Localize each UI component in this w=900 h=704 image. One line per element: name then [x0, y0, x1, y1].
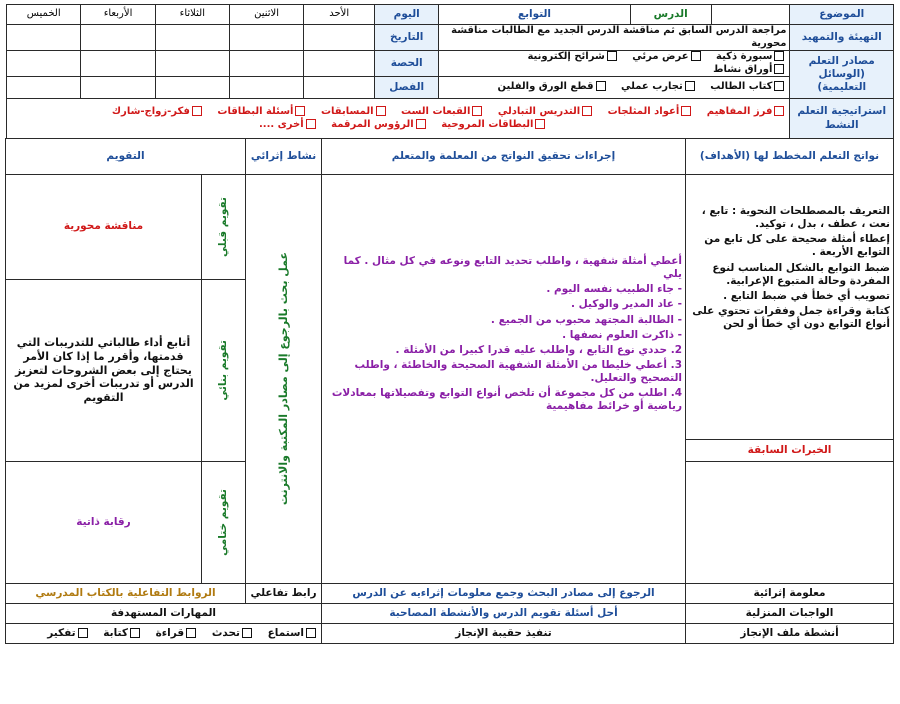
date-cell-2[interactable]: [229, 25, 303, 51]
pre-eval-label-cell: [202, 175, 246, 280]
procedure-3: - عاد المدير والوكيل .: [570, 298, 682, 311]
final-eval-label: تقويم ختامي: [216, 489, 229, 556]
strategy-think-pair-share: فكر-زواج-شارك: [111, 106, 190, 117]
resource-visual-display: عرض مرئي: [632, 51, 689, 62]
strategy-popsicle-sticks: أعواد المثلجات: [607, 106, 680, 117]
skill-speaking: تحدث: [211, 626, 240, 639]
prior-experience-cell[interactable]: [686, 462, 894, 584]
procedures-cell: [322, 175, 686, 584]
period-cell-2[interactable]: [229, 51, 303, 77]
pre-eval-text: مناقشة محورية: [6, 175, 202, 280]
checkbox-icon[interactable]: [681, 106, 691, 116]
checkbox-icon[interactable]: [535, 119, 545, 129]
formative-eval-label-cell: [202, 280, 246, 462]
strategy-six-hats: القبعات الست: [401, 106, 471, 117]
objective-5: كتابة وقراءة جمل وفقرات تحتوي على أنواع التوابع دون أي خطأ أو لحن: [692, 304, 890, 330]
checkbox-icon[interactable]: [685, 81, 695, 91]
skill-reading: قراءة: [155, 626, 185, 639]
portfolio-label: أنشطة ملف الإنجاز: [686, 624, 894, 644]
interactive-link-label: رابط تفاعلي: [246, 584, 322, 604]
objective-2: إعطاء أمثلة صحيحة على كل تابع من التوابع الأربعة .: [704, 233, 890, 259]
resource-experiments: تجارب عملي: [621, 81, 683, 93]
period-label: الحصة: [375, 51, 439, 77]
resources-row1: [439, 51, 790, 77]
lesson-plan-page: [6, 4, 894, 694]
homework-label: الواجبات المنزلية: [686, 604, 894, 624]
checkbox-icon[interactable]: [774, 106, 784, 116]
strategy-other: أخرى ....: [258, 118, 304, 130]
resource-student-book: كتاب الطالب: [710, 81, 773, 93]
subject-value[interactable]: [711, 5, 790, 25]
checkbox-icon[interactable]: [607, 51, 617, 61]
enrichment-header: نشاط إثرائي: [246, 139, 322, 175]
strategies-label: استراتيجية التعلم النشط: [790, 99, 894, 139]
resource-worksheets: أوراق نشاط: [713, 63, 773, 75]
portfolio-value: تنفيذ حقيبة الإنجاز: [322, 624, 686, 644]
enrichment-cell: [246, 175, 322, 584]
period-cell-3[interactable]: [155, 51, 229, 77]
final-eval-label-cell: [202, 462, 246, 584]
class-cell-3[interactable]: [155, 77, 229, 99]
checkbox-icon[interactable]: [376, 106, 386, 116]
resource-paper-foam: قطع الورق والفلين: [497, 81, 594, 93]
enrichment-text: عمل بحث بالرجوع إلى مصادر المكتبة والانترنت: [276, 252, 290, 506]
resource-smartboard: سبورة ذكية: [716, 51, 773, 62]
date-cell-1[interactable]: [304, 25, 375, 51]
strategy-concept-sorting: فرز المفاهيم: [706, 106, 773, 117]
day-wednesday[interactable]: الأربعاء: [81, 5, 155, 25]
period-cell-1[interactable]: [304, 51, 375, 77]
objective-3: ضبط التوابع بالشكل المناسب لنوع المفردة وحالة المتبوع الإعرابية.: [712, 261, 890, 287]
enrich-info-label: معلومة إثرائية: [686, 584, 894, 604]
main-table: [5, 138, 894, 584]
strategy-card-questions: أسئلة البطاقات: [217, 106, 294, 117]
evaluation-header: التقويم: [6, 139, 246, 175]
strategies-cell: [7, 99, 790, 139]
checkbox-icon[interactable]: [472, 106, 482, 116]
skills-label: المهارات المستهدفة: [6, 604, 322, 624]
class-label: الفصل: [375, 77, 439, 99]
class-cell-1[interactable]: [304, 77, 375, 99]
skill-writing: كتابة: [103, 626, 128, 639]
strategy-reciprocal-teaching: التدريس التبادلي: [497, 106, 581, 117]
intro-label: التهيئة والتمهيد: [790, 25, 894, 51]
class-cell-5[interactable]: [7, 77, 81, 99]
period-cell-4[interactable]: [81, 51, 155, 77]
objectives-header: نواتج التعلم المخطط لها (الأهداف): [686, 139, 894, 175]
procedure-8: 4. اطلب من كل مجموعة أن تلخص أنواع التوابع وتفصيلاتها بمعادلات رياضية أو خرائط مفاهيمية: [331, 387, 682, 413]
lesson-label: الدرس: [630, 5, 711, 25]
resources-row2: [439, 77, 790, 99]
class-cell-2[interactable]: [229, 77, 303, 99]
objective-1: التعريف بالمصطلحات النحوية : تابع ، نعت ، عطف ، بدل ، توكيد.: [701, 205, 890, 231]
checkbox-icon[interactable]: [306, 119, 316, 129]
skills-cell: [6, 624, 322, 644]
date-cell-3[interactable]: [155, 25, 229, 51]
checkbox-icon[interactable]: [582, 106, 592, 116]
checkbox-icon[interactable]: [691, 51, 701, 61]
checkbox-icon[interactable]: [130, 628, 140, 638]
date-cell-4[interactable]: [81, 25, 155, 51]
objective-4: تصويب أي خطأ في ضبط التابع .: [723, 289, 890, 302]
procedure-1: أعطي أمثلة شفهية ، واطلب تحديد التابع ونوعه في كل مثال . كما يلي: [343, 255, 682, 281]
final-eval-text: رقابة ذاتية: [6, 462, 202, 584]
date-label: التاريخ: [375, 25, 439, 51]
checkbox-icon[interactable]: [774, 64, 784, 74]
strategy-competitions: المسابقات: [320, 106, 374, 117]
checkbox-icon[interactable]: [774, 51, 784, 61]
checkbox-icon[interactable]: [295, 106, 305, 116]
checkbox-icon[interactable]: [186, 628, 196, 638]
day-thursday[interactable]: الخميس: [7, 5, 81, 25]
class-cell-4[interactable]: [81, 77, 155, 99]
day-sunday[interactable]: الأحد: [304, 5, 375, 25]
period-cell-5[interactable]: [7, 51, 81, 77]
header-table: [6, 4, 894, 139]
resource-slides: شرائح إلكترونية: [527, 51, 605, 62]
procedure-7: 3. أعطي خليطا من الأمثلة الشفهية الصحيحة والخاطئة ، واطلب التصحيح والتعليل.: [354, 358, 682, 384]
procedure-5: - ذاكرت العلوم نصفها .: [562, 328, 682, 341]
day-tuesday[interactable]: الثلاثاء: [155, 5, 229, 25]
skill-listening: استماع: [267, 626, 304, 639]
day-monday[interactable]: الاثنين: [229, 5, 303, 25]
strategy-numbered-heads: الرؤوس المرقمة: [331, 118, 414, 130]
formative-eval-text: أتابع أداء طالباتي للتدريبات التي قدمتها، وأقرر ما إذا كان الأمر يحتاج إلى بعض الشروحات لتعزيز الدرس أو تدريبات أخرى لمزيد من التقويم: [6, 280, 202, 462]
checkbox-icon[interactable]: [774, 81, 784, 91]
procedure-4: - الطالبة المجتهد محبوب من الجميع .: [490, 313, 682, 326]
checkbox-icon[interactable]: [416, 119, 426, 129]
resources-label: مصادر التعلم (الوسائل التعليمية): [790, 51, 894, 99]
checkbox-icon[interactable]: [78, 628, 88, 638]
objectives-cell: [686, 175, 894, 440]
subject-label: الموضوع: [790, 5, 894, 25]
formative-eval-label: تقويم بنائي: [216, 340, 229, 401]
homework-value: أحل أسئلة تقويم الدرس والأنشطة المصاحبة: [322, 604, 686, 624]
footer-table: [5, 583, 894, 644]
procedures-header: إجراءات تحقيق النواتج من المعلمة والمتعلم: [322, 139, 686, 175]
checkbox-icon[interactable]: [192, 106, 202, 116]
intro-text: مراجعة الدرس السابق ثم مناقشة الدرس الجديد مع الطالبات مناقشة محورية: [439, 25, 790, 51]
date-cell-5[interactable]: [7, 25, 81, 51]
prior-experience-label: الخبرات السابقة: [686, 440, 894, 462]
procedure-2: - جاء الطبيب نفسه اليوم .: [546, 283, 682, 296]
skill-thinking: تفكير: [47, 626, 76, 639]
pre-eval-label: تقويم قبلي: [216, 197, 229, 257]
interactive-link-value[interactable]: الروابط التفاعلية بالكتاب المدرسي: [6, 584, 246, 604]
lesson-value[interactable]: التوابع: [439, 5, 630, 25]
enrich-info-value: الرجوع إلى مصادر البحث وجمع معلومات إثراءيه عن الدرس: [322, 584, 686, 604]
day-label: اليوم: [375, 5, 439, 25]
checkbox-icon[interactable]: [596, 81, 606, 91]
checkbox-icon[interactable]: [306, 628, 316, 638]
procedure-6: 2. حددي نوع التابع ، واطلب عليه قدرا كبيرا من الأمثلة .: [395, 343, 682, 356]
checkbox-icon[interactable]: [242, 628, 252, 638]
strategy-fan-cards: البطاقات المروحية: [441, 118, 534, 130]
